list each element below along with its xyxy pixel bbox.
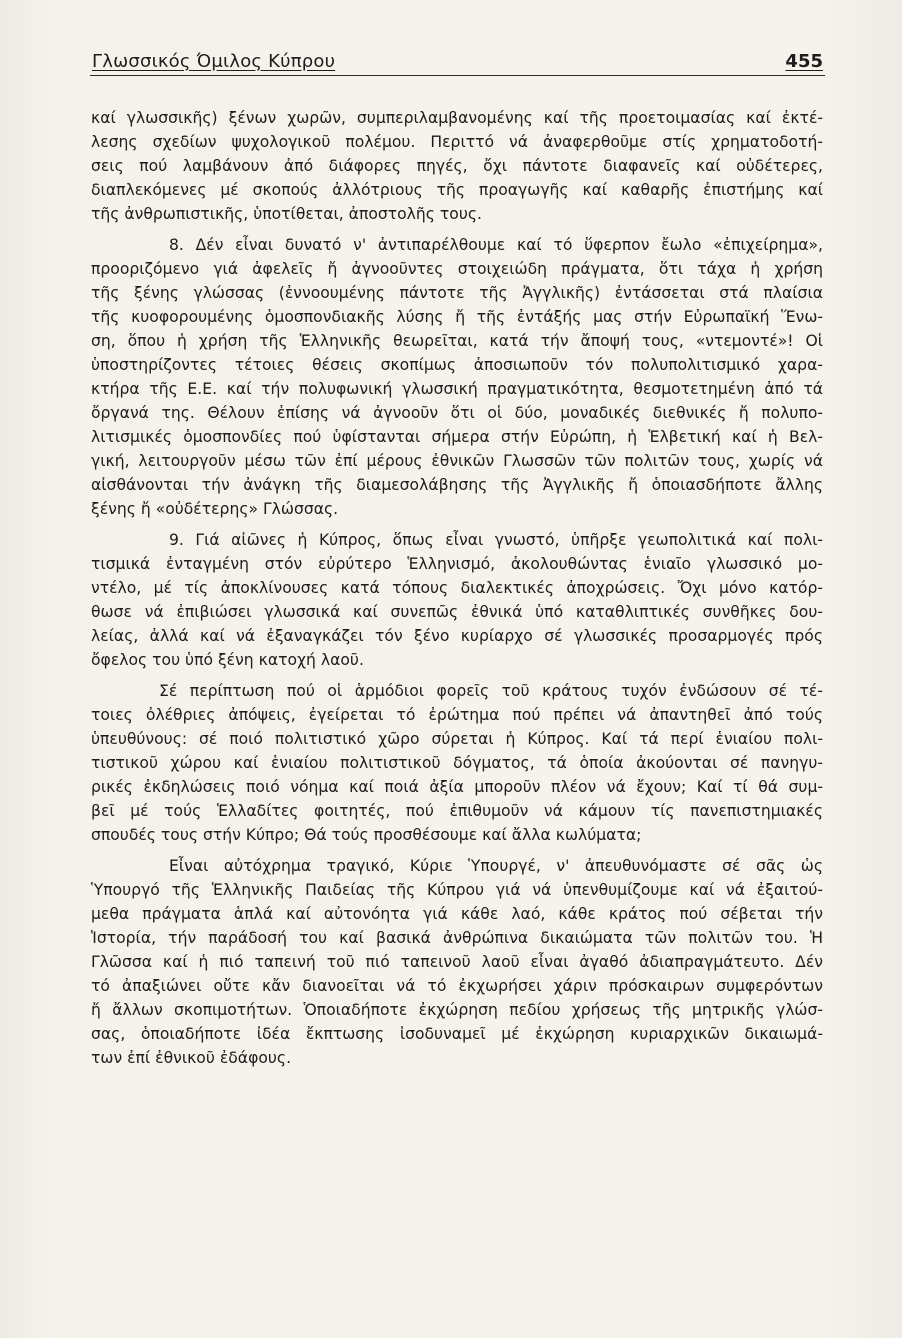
text-line: μεθα πράγματα ἁπλά καί αὐτονόητα γιά κάθε λαό, κάθε κράτος πού σέβεται τήν bbox=[91, 905, 823, 923]
text-line: σεις πού λαμβάνουν ἀπό διάφορες πηγές, ὄχι πάντοτε διαφανεῖς καί οὐδέτερες, bbox=[91, 157, 823, 175]
text-line: ση, ὅπου ἡ χρήση τῆς Ἑλληνικῆς θεωρεῖται, κατά τήν ἄποψή τους, «ντεμοντέ»! Οἱ bbox=[91, 332, 823, 350]
text-line: τῆς ξένης γλώσσας (ἐννοουμένης πάντοτε τῆς Ἀγγλικῆς) ἐντάσσεται στά πλαίσια bbox=[91, 284, 823, 302]
text-line: βεῖ μέ τούς Ἑλλαδίτες φοιτητές, πού ἐπιθυμοῦν νά κάμουν τίς πανεπιστημιακές bbox=[91, 802, 823, 820]
text-line: ὑποστηρίζοντες τέτοιες θέσεις σκοπίμως ἀποσιωποῦν τόν πολυπολιτισμικό χαρα- bbox=[91, 356, 823, 374]
text-line: προοριζόμενο γιά ἀφελεῖς ἤ ἀγνοοῦντες στοιχειώδη πράγματα, ὅτι τάχα ἡ χρήση bbox=[91, 260, 823, 278]
text-line: λεσης σχεδίων ψυχολογικοῦ πολέμου. Περιττό νά ἀναφερθοῦμε στίς χρηματοδοτή- bbox=[91, 133, 823, 151]
text-line: Ἱστορία, τήν παράδοσή του καί βασικά ἀνθρώπινα δικαιώματα τῶν πολιτῶν του. Ἡ bbox=[91, 929, 823, 947]
paragraph bbox=[91, 106, 823, 226]
text-line: των ἐπί ἐθνικοῦ ἐδάφους. bbox=[91, 1049, 292, 1067]
text-line: ὄργανά της. Θέλουν ἐπίσης νά ἀγνοοῦν ὅτι οἱ δύο, μοναδικές διεθνικές ἤ πολυπο- bbox=[91, 404, 823, 422]
text-line: θωσε νά ἐπιβιώσει γλωσσικά καί συνεπῶς ἐθνικά ὑπό καταθλιπτικές συνθῆκες δου- bbox=[91, 603, 823, 621]
text-line: ἤ ἄλλων σκοπιμοτήτων. Ὁποιαδήποτε ἐκχώρηση πεδίου χρήσεως τῆς μητρικῆς γλώσ- bbox=[91, 1001, 823, 1019]
text-line: τοιες ὀλέθριες ἀπόψεις, ἐγείρεται τό ἐρώτημα πού πρέπει νά ἀπαντηθεῖ ἀπό τούς bbox=[91, 706, 823, 724]
paragraph bbox=[91, 528, 823, 672]
text-line: ντέλο, μέ τίς ἀποκλίνουσες κατά τόπους διαλεκτικές ἀποχρώσεις. Ὄχι μόνο κατόρ- bbox=[91, 579, 823, 597]
text-line: ὄφελος του ὑπό ξένη κατοχή λαοῦ. bbox=[91, 651, 364, 669]
text-line: Σέ περίπτωση πού οἱ ἁρμόδιοι φορεῖς τοῦ κράτους τυχόν ἐνδώσουν σέ τέ- bbox=[159, 682, 823, 700]
paragraph bbox=[91, 679, 823, 847]
running-header bbox=[90, 45, 825, 76]
text-line: διαπλεκόμενες μέ σκοπούς ἀλλότριους τῆς προαγωγῆς καί καθαρῆς ἐπιστήμης καί bbox=[91, 181, 823, 199]
paragraph bbox=[91, 854, 823, 1070]
text-line: καί γλωσσικῆς) ξένων χωρῶν, συμπεριλαμβανομένης καί τῆς προετοιμασίας καί ἐκτέ- bbox=[91, 109, 823, 127]
text-line: λείας, ἀλλά καί νά ἐξαναγκάζει τόν ξένο κυρίαρχο σέ γλωσσικές προσαρμογές πρός bbox=[91, 627, 823, 645]
paragraph bbox=[91, 233, 823, 521]
text-line: αἰσθάνονται τήν ἀνάγκη τῆς διαμεσολάβησης τῆς Ἀγγλικῆς ἤ ὁποιασδήποτε ἄλλης bbox=[91, 476, 823, 494]
text-line: ρικές ἐκδηλώσεις ποιό νόημα καί ποιά ἀξία μποροῦν πλέον νά ἔχουν; Καί τί θά συμ- bbox=[91, 778, 823, 796]
text-line: σας, ὁποιαδήποτε ἰδέα ἔκπτωσης ἰσοδυναμεῖ μέ ἐκχώρηση κυριαρχικῶν δικαιωμά- bbox=[91, 1025, 823, 1043]
text-line: τισμικά ἐνταγμένη στόν εὐρύτερο Ἑλληνισμό, ἀκολουθώντας ἑνιαῖο γλωσσικό μο- bbox=[91, 555, 823, 573]
text-line: Εἶναι αὐτόχρημα τραγικό, Κύριε Ὑπουργέ, ν' ἀπευθυνόμαστε σέ σᾶς ὡς bbox=[169, 857, 823, 875]
body-text bbox=[91, 106, 823, 1070]
text-line: λιτισμικές ὁμοσπονδίες πού ὑφίστανται σήμερα στήν Εὐρώπη, ἡ Ἑλβετική καί ἡ Βελ- bbox=[91, 428, 823, 446]
text-line: ξένης ἤ «οὐδέτερης» Γλώσσας. bbox=[91, 500, 339, 518]
text-line: 8. Δέν εἶναι δυνατό ν' ἀντιπαρέλθουμε καί τό ὕφερπον ἔωλο «ἐπιχείρημα», bbox=[169, 236, 823, 254]
text-line: ὑπευθύνους: σέ ποιό πολιτιστικό χῶρο σύρεται ἡ Κύπρος. Καί τά περί ἑνιαίου πολι- bbox=[91, 730, 823, 748]
text-line: κτήρα τῆς Ε.Ε. καί τήν πολυφωνική γλωσσική πραγματικότητα, θεσμοτετημένη ἀπό τά bbox=[91, 380, 823, 398]
text-line: τιστικοῦ χώρου καί ἑνιαίου πολιτιστικοῦ δόγματος, τά ὁποία ἀκούονται σέ πανηγυ- bbox=[91, 754, 823, 772]
text-line: τῆς ἀνθρωπιστικῆς, ὑποτίθεται, ἀποστολῆς τους. bbox=[91, 205, 482, 223]
text-line: τό ἀπαξιώνει οὔτε κἄν διανοεῖται νά τό ἐκχωρήσει χάριν πρόσκαιρων συμφερόντων bbox=[91, 977, 823, 995]
page-number: 455 bbox=[785, 51, 823, 72]
text-line: τῆς κυοφορουμένης ὁμοσπονδιακῆς λύσης ἤ τῆς ἐντάξής μας στήν Εὐρωπαϊκή Ἕνω- bbox=[91, 308, 823, 326]
text-line: Ὑπουργό τῆς Ἑλληνικῆς Παιδείας τῆς Κύπρου γιά νά ὑπενθυμίζουμε καί νά ἐξαιτού- bbox=[91, 881, 823, 899]
text-line: γική, λειτουργοῦν μέσω τῶν ἐπί μέρους ἐθνικῶν Γλωσσῶν τῶν πολιτῶν τους, χωρίς νά bbox=[91, 452, 823, 470]
running-title: Γλωσσικός Όμιλος Κύπρου bbox=[92, 51, 336, 72]
text-line: σπουδές τους στήν Κύπρο; Θά τούς προσθέσουμε καί ἄλλα κωλύματα; bbox=[91, 826, 642, 844]
text-line: 9. Γιά αἰῶνες ἡ Κύπρος, ὅπως εἶναι γνωστό, ὑπῆρξε γεωπολιτικά καί πολι- bbox=[169, 531, 823, 549]
text-line: Γλῶσσα καί ἡ πιό ταπεινή τοῦ πιό ταπεινοῦ λαοῦ εἶναι ἀγαθό ἀδιαπραγμάτευτο. Δέν bbox=[91, 953, 823, 971]
